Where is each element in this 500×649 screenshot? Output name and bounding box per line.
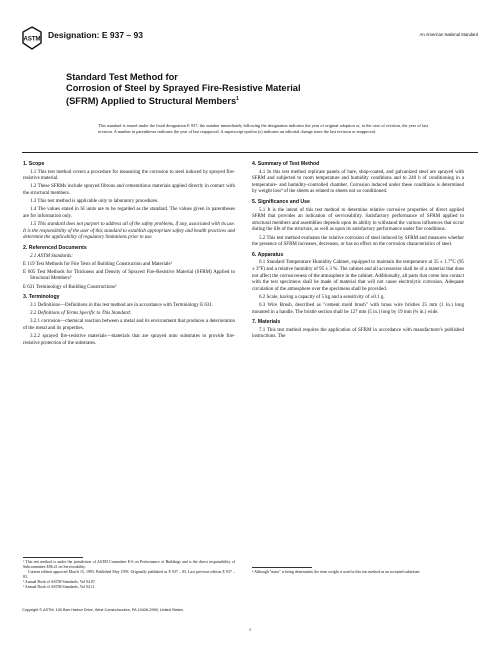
paragraph-5-2: 5.2 This test method evaluates the relative corrosion of steel induced by SFRM and measures whether the presence of SFRM increases, decreases, or has no effect on the corrosion characteristics of steel. — [252, 235, 464, 248]
intro-notice: This standard is issued under the fixed designation E 937; the number immediately following the designation indicates the year of original adoption or, in the case of revision, the year of last revision. A number in parentheses indicates the year of last reapproval. A superscript epsilon (ε) indicates an editorial change since the last revision or reapproval. — [98, 123, 428, 134]
footnote-3: ³ Annual Book of ASTM Standards, Vol 04.11. — [23, 584, 96, 589]
footnotes-left — [23, 560, 235, 589]
svg-text:ASTM: ASTM — [23, 36, 41, 43]
paragraph-7-1: 7.1 This test method requires the application of SFRM in accordance with manufacturer's published instructions. The — [252, 327, 464, 340]
title-line-2: Corrosion of Steel by Sprayed Fire-Resistive Material — [66, 83, 301, 93]
section-6-title: 6. Apparatus — [252, 251, 284, 258]
paragraph-5-1: 5.1 It is the intent of this test method to determine relative corrosive properties of direct applied SFRM that provides an indication of serviceability. Satisfactory performance of SFRM applied to structural members and assemblies depends upon its ability to withstand the various influences that occur during the life of the structure, as well as upon its satisfactory performance under fire conditions. — [252, 207, 464, 233]
paragraph-6-1: 6.1 Standard Temperature Humidity Cabinet, equipped to maintain the temperature at 35 ± 1.7°C (95 ± 3°F) and a relative humidity of 95 ± 3 %. The cabinet and all accessories shall be of a material that does not affect the corrosiveness of the atmosphere in the cabinet. Additionally, all parts that come into contact with the test specimens shall be made of material that will not cause electrolytic corrosion. Adequate circulation of the atmosphere over the specimens shall be provided. — [252, 260, 464, 292]
paragraph-3-1: 3.1 Definitions—Definitions in this test method are in accordance with Terminology E 631. — [30, 302, 214, 308]
footnote-2: ² Annual Book of ASTM Standards, Vol 04.07. — [23, 579, 96, 584]
reference-e631: E 631 Terminology of Building Constructions³ — [23, 284, 117, 290]
paragraph-1-1: 1.1 This test method covers a procedure for measuring the corrosion to steel induced by sprayed fire-resistive material. — [23, 169, 235, 182]
paragraph-2-1: 2.1 ASTM Standards: — [30, 253, 73, 259]
paragraph-6-3: 6.3 Wire Brush, described as "cement mold brush" with brass wire bristles 25 mm (1 in.) long mounted in a handle. The bristle section shall be 127 mm (5 in.) long by 19 mm (¾ in.) wide. — [252, 303, 464, 315]
title-line-1: Standard Test Method for — [66, 72, 178, 82]
footnote-rule-right — [252, 567, 312, 568]
footnotes-right — [252, 570, 464, 575]
footnote-4: ⁴ Although "mass" is being determined, the term weight is used in this test method as an accepted substitute. — [252, 570, 421, 574]
title-line-3-text: (SFRM) Applied to Structural Members — [66, 96, 237, 107]
section-1-title: 1. Scope — [23, 161, 45, 167]
divider — [22, 152, 478, 153]
reference-e605: E 605 Test Methods for Thickness and Density of Sprayed Fire-Resistive Material (SFRM) Applied to Structural Members³ — [23, 269, 235, 282]
section-3-title: 3. Terminology — [23, 294, 60, 301]
paragraph-3-2: 3.2 Definitions of Terms Specific to This Standard: — [30, 311, 132, 317]
paragraph-3-2-1: 3.2.1 corrosion—chemical reaction between a metal and its environment that produces a deterioration of the metal and its properties. — [23, 319, 235, 331]
paragraph-1-3: 1.3 This test method is applicable only to laboratory procedures. — [30, 199, 159, 205]
paragraph-1-5: 1.5 This standard does not purport to address all of the safety problems, if any, associated with its use. It is the responsibility of the user of this standard to establish appropriate safety and health practices and determine the applicability of regulatory limitations prior to use. — [23, 222, 236, 241]
title-footnote-mark: 1 — [236, 96, 239, 102]
section-2-title: 2. Referenced Documents — [23, 244, 87, 251]
paragraph-3-2-2: 3.2.2 sprayed fire-resistive materials—materials that are sprayed onto substrates to provide fire-resistive protection of the substrates. — [23, 334, 235, 346]
section-7-title: 7. Materials — [252, 319, 281, 326]
paragraph-4-1: 4.1 In this test method replicate panels of bare, shop-coated, and galvanized steel are sprayed with SFRM and subjected to room temperature and humidity conditions and to 240 h of conditioning in a temperature- and humidity-controlled chamber. Corrosion induced under these conditions is determined by weight loss⁴ of the sheets as related to sheets not so conditioned. — [252, 169, 464, 195]
footnote-1: ¹ This test method is under the jurisdiction of ASTM Committee E-6 on Performance of Buildings and is the direct responsibility of Subcommittee E06.21 on Serviceability. — [23, 560, 235, 569]
footnote-rule-left — [23, 557, 83, 558]
section-5-title: 5. Significance and Use — [252, 198, 310, 205]
paragraph-1-4: 1.4 The values stated in SI units are to be regarded as the standard. The values given in parentheses are for information only. — [23, 207, 235, 219]
page-header — [22, 26, 478, 56]
designation: Designation: E 937 – 93 — [48, 30, 143, 40]
paragraph-1-2: 1.2 These SFRMs include sprayed fibrous and cementitious materials applied directly in contact with the structural members. — [23, 184, 235, 196]
footnote-1b: Current edition approved March 15, 1993. Published May 1993. Originally published as E 937 – 83. Last previous edition E 937 – 83. — [23, 569, 235, 579]
paragraph-6-2: 6.2 Scale, having a capacity of 5 kg and a sensitivity of ±0.1 g. — [259, 294, 385, 300]
page-number: 1 — [248, 627, 252, 632]
left-column — [23, 158, 235, 349]
ansi-label: An American National Standard — [419, 32, 478, 37]
document-title — [66, 72, 446, 107]
title-line-3 — [66, 94, 446, 107]
copyright-notice: Copyright © ASTM, 100 Barr Harbor Drive, West Conshohocken, PA 19428-2959, United States. — [22, 608, 184, 612]
astm-logo — [22, 26, 42, 50]
reference-e119: E 119 Test Methods for Fire Tests of Building Construction and Materials² — [23, 261, 172, 267]
section-4-title: 4. Summary of Test Method — [252, 161, 320, 167]
right-column — [252, 158, 464, 343]
